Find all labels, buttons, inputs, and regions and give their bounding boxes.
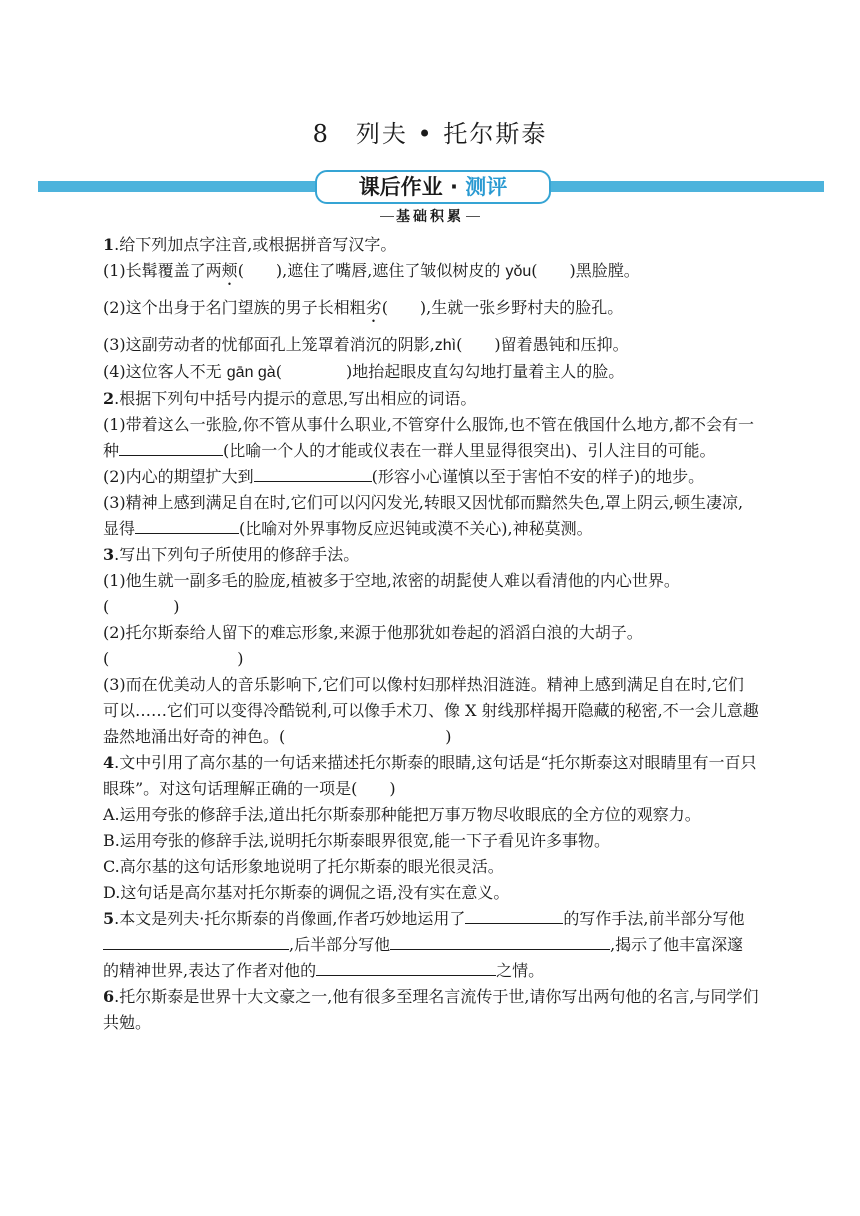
homework-banner: [38, 170, 824, 202]
exercise-content: [103, 232, 759, 1036]
q2-item-2: (2)内心的期望扩大到 (形容小心谨慎以至于害怕不安的样子)的地步。: [103, 467, 705, 486]
q1-item-1: (1)长髯覆盖了两颊( ),遮住了嘴唇,遮住了皱似树皮的 yǒu( )黑脸膛。: [103, 261, 640, 280]
q3-item-1: (1)他生就一副多毛的脸庞,植被多于空地,浓密的胡髭使人难以看清他的内心世界。: [103, 571, 680, 590]
answer-blank[interactable]: [465, 907, 563, 924]
q4-option-c[interactable]: C.高尔基的这句话形象地说明了托尔斯泰的眼光很灵活。: [103, 857, 504, 876]
section-heading: 基础积累: [380, 206, 480, 228]
q4-option-a[interactable]: A.运用夸张的修辞手法,道出托尔斯泰那种能把万事万物尽收眼底的全方位的观察力。: [103, 805, 701, 824]
banner-label-main: 课后作业 ·: [358, 175, 466, 199]
answer-blank[interactable]: [119, 439, 223, 456]
question-1: 1.给下列加点字注音,或根据拼音写汉字。: [103, 235, 397, 254]
q3-answer-1[interactable]: ( ): [103, 597, 180, 616]
question-6: 6.托尔斯泰是世界十大文豪之一,他有很多至理名言流传于世,请你写出两句他的名言,与同学们共勉。: [103, 987, 759, 1032]
q1-item-2: (2)这个出身于名门望族的男子长相粗劣( ),生就一张乡野村夫的脸孔。: [103, 298, 624, 317]
q1-item-3: (3)这副劳动者的忧郁面孔上笼罩着消沉的阴影,zhì( )留着愚钝和压抑。: [103, 335, 629, 354]
q2-item-1: (1)带着这么一张脸,你不管从事什么职业,不管穿什么服饰,也不管在俄国什么地方,都不会有一种 (比喻一个人的才能或仪表在一群人里显得很突出)、引人注目的可能。: [103, 415, 755, 460]
banner-label-accent: 测评: [465, 175, 508, 199]
q1-item-4: (4)这位客人不无 gān gà( )地抬起眼皮直勾勾地打量着主人的脸。: [103, 362, 625, 381]
page-title: 8 列夫 • 托尔斯泰: [312, 120, 548, 148]
answer-blank[interactable]: [390, 933, 610, 950]
question-5: 5.本文是列夫·托尔斯泰的肖像画,作者巧妙地运用了 的写作手法,前半部分写他,后半部分写他 ,揭示了他丰富深邃的精神世界,表达了作者对他的 之情。: [103, 909, 745, 980]
answer-blank[interactable]: [103, 933, 289, 950]
q4-option-b[interactable]: B.运用夸张的修辞手法,说明托尔斯泰眼界很宽,能一下子看见许多事物。: [103, 831, 611, 850]
answer-blank[interactable]: [254, 465, 372, 482]
question-4: 4.文中引用了高尔基的一句话来描述托尔斯泰的眼睛,这句话是“托尔斯泰这对眼睛里有一百只眼珠”。对这句话理解正确的一项是( ): [103, 753, 757, 798]
answer-blank[interactable]: [135, 517, 239, 534]
q3-item-2: (2)托尔斯泰给人留下的难忘形象,来源于他那犹如卷起的滔滔白浪的大胡子。: [103, 623, 643, 642]
q3-item-3: (3)而在优美动人的音乐影响下,它们可以像村妇那样热泪涟涟。精神上感到满足自在时,它们可以……它们可以变得冷酷锐利,可以像手术刀、像 X 射线那样揭开隐藏的秘密,不一会儿意趣盎然地涌出好奇的神色。( ): [103, 675, 759, 746]
q4-option-d[interactable]: D.这句话是高尔基对托尔斯泰的调侃之语,没有实在意义。: [103, 883, 510, 902]
q2-item-3: (3)精神上感到满足自在时,它们可以闪闪发光,转眼又因忧郁而黯然失色,罩上阴云,顿生凄凉,显得 (比喻对外界事物反应迟钝或漠不关心),神秘莫测。: [103, 493, 744, 538]
question-3: 3.写出下列句子所使用的修辞手法。: [103, 545, 360, 564]
question-2: 2.根据下列句中括号内提示的意思,写出相应的词语。: [103, 389, 477, 408]
banner-label: [315, 170, 551, 204]
q3-answer-2[interactable]: ( ): [103, 649, 244, 668]
answer-blank[interactable]: [316, 959, 496, 976]
